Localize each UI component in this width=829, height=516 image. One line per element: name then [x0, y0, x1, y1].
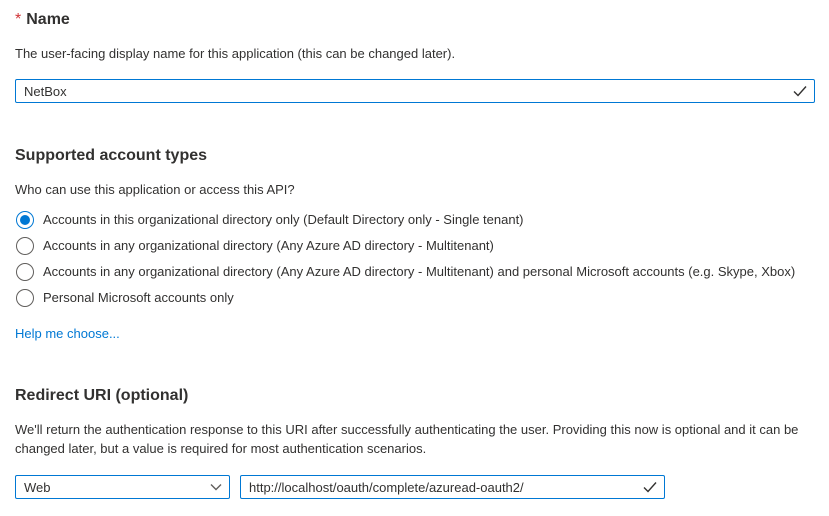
radio-option-personal-only[interactable]	[15, 285, 815, 311]
redirect-uri-field	[240, 475, 665, 499]
platform-select-value: Web	[24, 479, 51, 495]
name-section	[15, 10, 815, 103]
radio-option-label: Personal Microsoft accounts only	[43, 290, 234, 305]
radio-button-icon[interactable]	[16, 211, 34, 229]
radio-option-label: Accounts in this organizational directory only (Default Directory only - Single tenant)	[43, 212, 524, 227]
radio-option-label: Accounts in any organizational directory (Any Azure AD directory - Multitenant)	[43, 238, 494, 253]
radio-option-multitenant[interactable]	[15, 233, 815, 259]
radio-button-icon[interactable]	[16, 237, 34, 255]
required-asterisk: *	[15, 11, 22, 28]
radio-button-icon[interactable]	[16, 263, 34, 281]
redirect-uri-description: We'll return the authentication response to this URI after successfully authenticating the user. Providing this now is optional and it can be changed later, but a value is required for most authentication scenarios.	[15, 422, 799, 456]
platform-select[interactable]	[15, 475, 230, 499]
app-registration-form	[15, 10, 815, 499]
account-types-section	[15, 146, 815, 343]
redirect-uri-input[interactable]	[240, 475, 665, 499]
radio-option-label: Accounts in any organizational directory (Any Azure AD directory - Multitenant) and personal Microsoft accounts (e.g. Skype, Xbox)	[43, 264, 796, 279]
redirect-uri-title: Redirect URI (optional)	[15, 387, 189, 404]
name-input[interactable]	[15, 79, 815, 103]
radio-option-multitenant-personal[interactable]	[15, 259, 815, 285]
account-types-question: Who can use this application or access this API?	[15, 182, 295, 197]
radio-option-single-tenant[interactable]	[15, 207, 815, 233]
name-title-text: Name	[26, 11, 70, 28]
account-types-title: Supported account types	[15, 147, 208, 164]
radio-button-icon[interactable]	[16, 289, 34, 307]
name-field	[15, 79, 815, 103]
help-me-choose-link[interactable]: Help me choose...	[15, 326, 120, 341]
chevron-down-icon	[210, 483, 222, 491]
redirect-uri-controls	[15, 475, 815, 499]
redirect-uri-section	[15, 386, 815, 499]
account-types-radio-group	[15, 207, 815, 311]
name-section-title	[15, 10, 815, 30]
name-description: The user-facing display name for this application (this can be changed later).	[15, 46, 456, 61]
